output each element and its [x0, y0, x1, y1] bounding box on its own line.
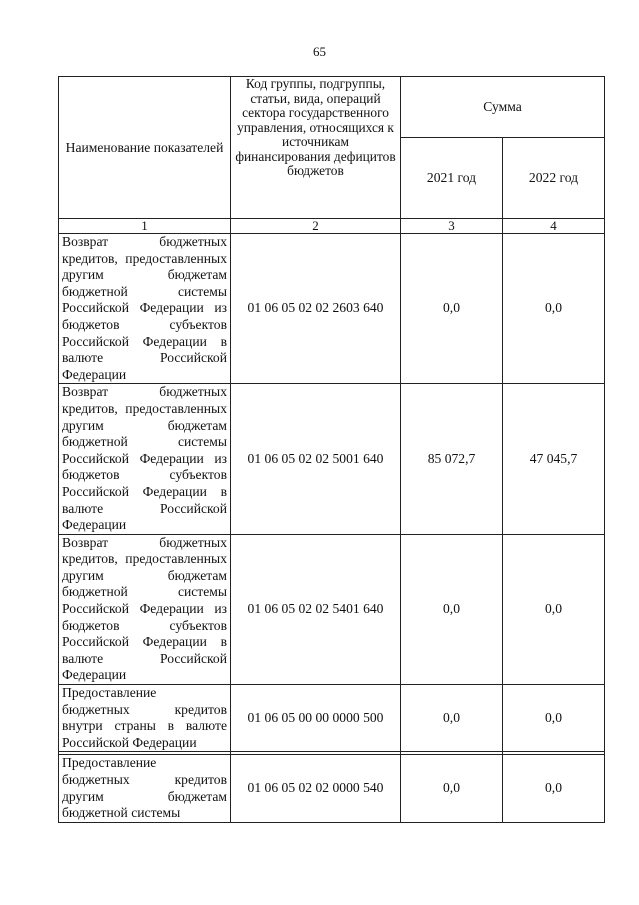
- amount-2021: 0,0: [401, 755, 503, 822]
- table-row: [59, 685, 605, 752]
- table-row: [59, 755, 605, 822]
- column-number: 3: [401, 219, 503, 234]
- amount-2021: 85 072,7: [401, 384, 503, 534]
- amount-2022: 0,0: [503, 234, 605, 384]
- classification-code: 01 06 05 02 02 0000 540: [231, 755, 401, 822]
- header-sum-column: Сумма: [401, 77, 605, 138]
- amount-2022: 47 045,7: [503, 384, 605, 534]
- classification-code: 01 06 05 00 00 0000 500: [231, 685, 401, 752]
- amount-2022: 0,0: [503, 534, 605, 684]
- column-number: 4: [503, 219, 605, 234]
- table-row: [59, 384, 605, 534]
- column-number-row: [59, 219, 605, 234]
- header-name-column: Наименование показателей: [59, 77, 231, 219]
- classification-code: 01 06 05 02 02 5001 640: [231, 384, 401, 534]
- indicator-name: Возврат бюджетных кредитов, предоставленных другим бюджетам бюджетной системы Российской Федерации из бюджетов субъектов Российской Федерации в валюте Российской Федерации: [59, 534, 231, 684]
- indicator-name: Предоставление бюджетных кредитов внутри страны в валюте Российской Федерации: [59, 685, 231, 752]
- header-year-2021: 2021 год: [401, 138, 503, 219]
- amount-2021: 0,0: [401, 534, 503, 684]
- budget-sources-table: [58, 76, 605, 823]
- indicator-name: Предоставление бюджетных кредитов другим бюджетам бюджетной системы: [59, 755, 231, 822]
- amount-2021: 0,0: [401, 234, 503, 384]
- table-row: [59, 234, 605, 384]
- header-year-2022: 2022 год: [503, 138, 605, 219]
- classification-code: 01 06 05 02 02 5401 640: [231, 534, 401, 684]
- amount-2022: 0,0: [503, 685, 605, 752]
- table-row: [59, 534, 605, 684]
- amount-2021: 0,0: [401, 685, 503, 752]
- header-code-column: Код группы, подгруппы, статьи, вида, операций сектора государственного управления, относящихся к источникам финансирования дефицитов бюджетов: [231, 77, 401, 219]
- indicator-name: Возврат бюджетных кредитов, предоставленных другим бюджетам бюджетной системы Российской Федерации из бюджетов субъектов Российской Федерации в валюте Российской Федерации: [59, 234, 231, 384]
- page-number: 65: [313, 44, 326, 59]
- column-number: 1: [59, 219, 231, 234]
- amount-2022: 0,0: [503, 755, 605, 822]
- classification-code: 01 06 05 02 02 2603 640: [231, 234, 401, 384]
- indicator-name: Возврат бюджетных кредитов, предоставленных другим бюджетам бюджетной системы Российской Федерации из бюджетов субъектов Российской Федерации в валюте Российской Федерации: [59, 384, 231, 534]
- column-number: 2: [231, 219, 401, 234]
